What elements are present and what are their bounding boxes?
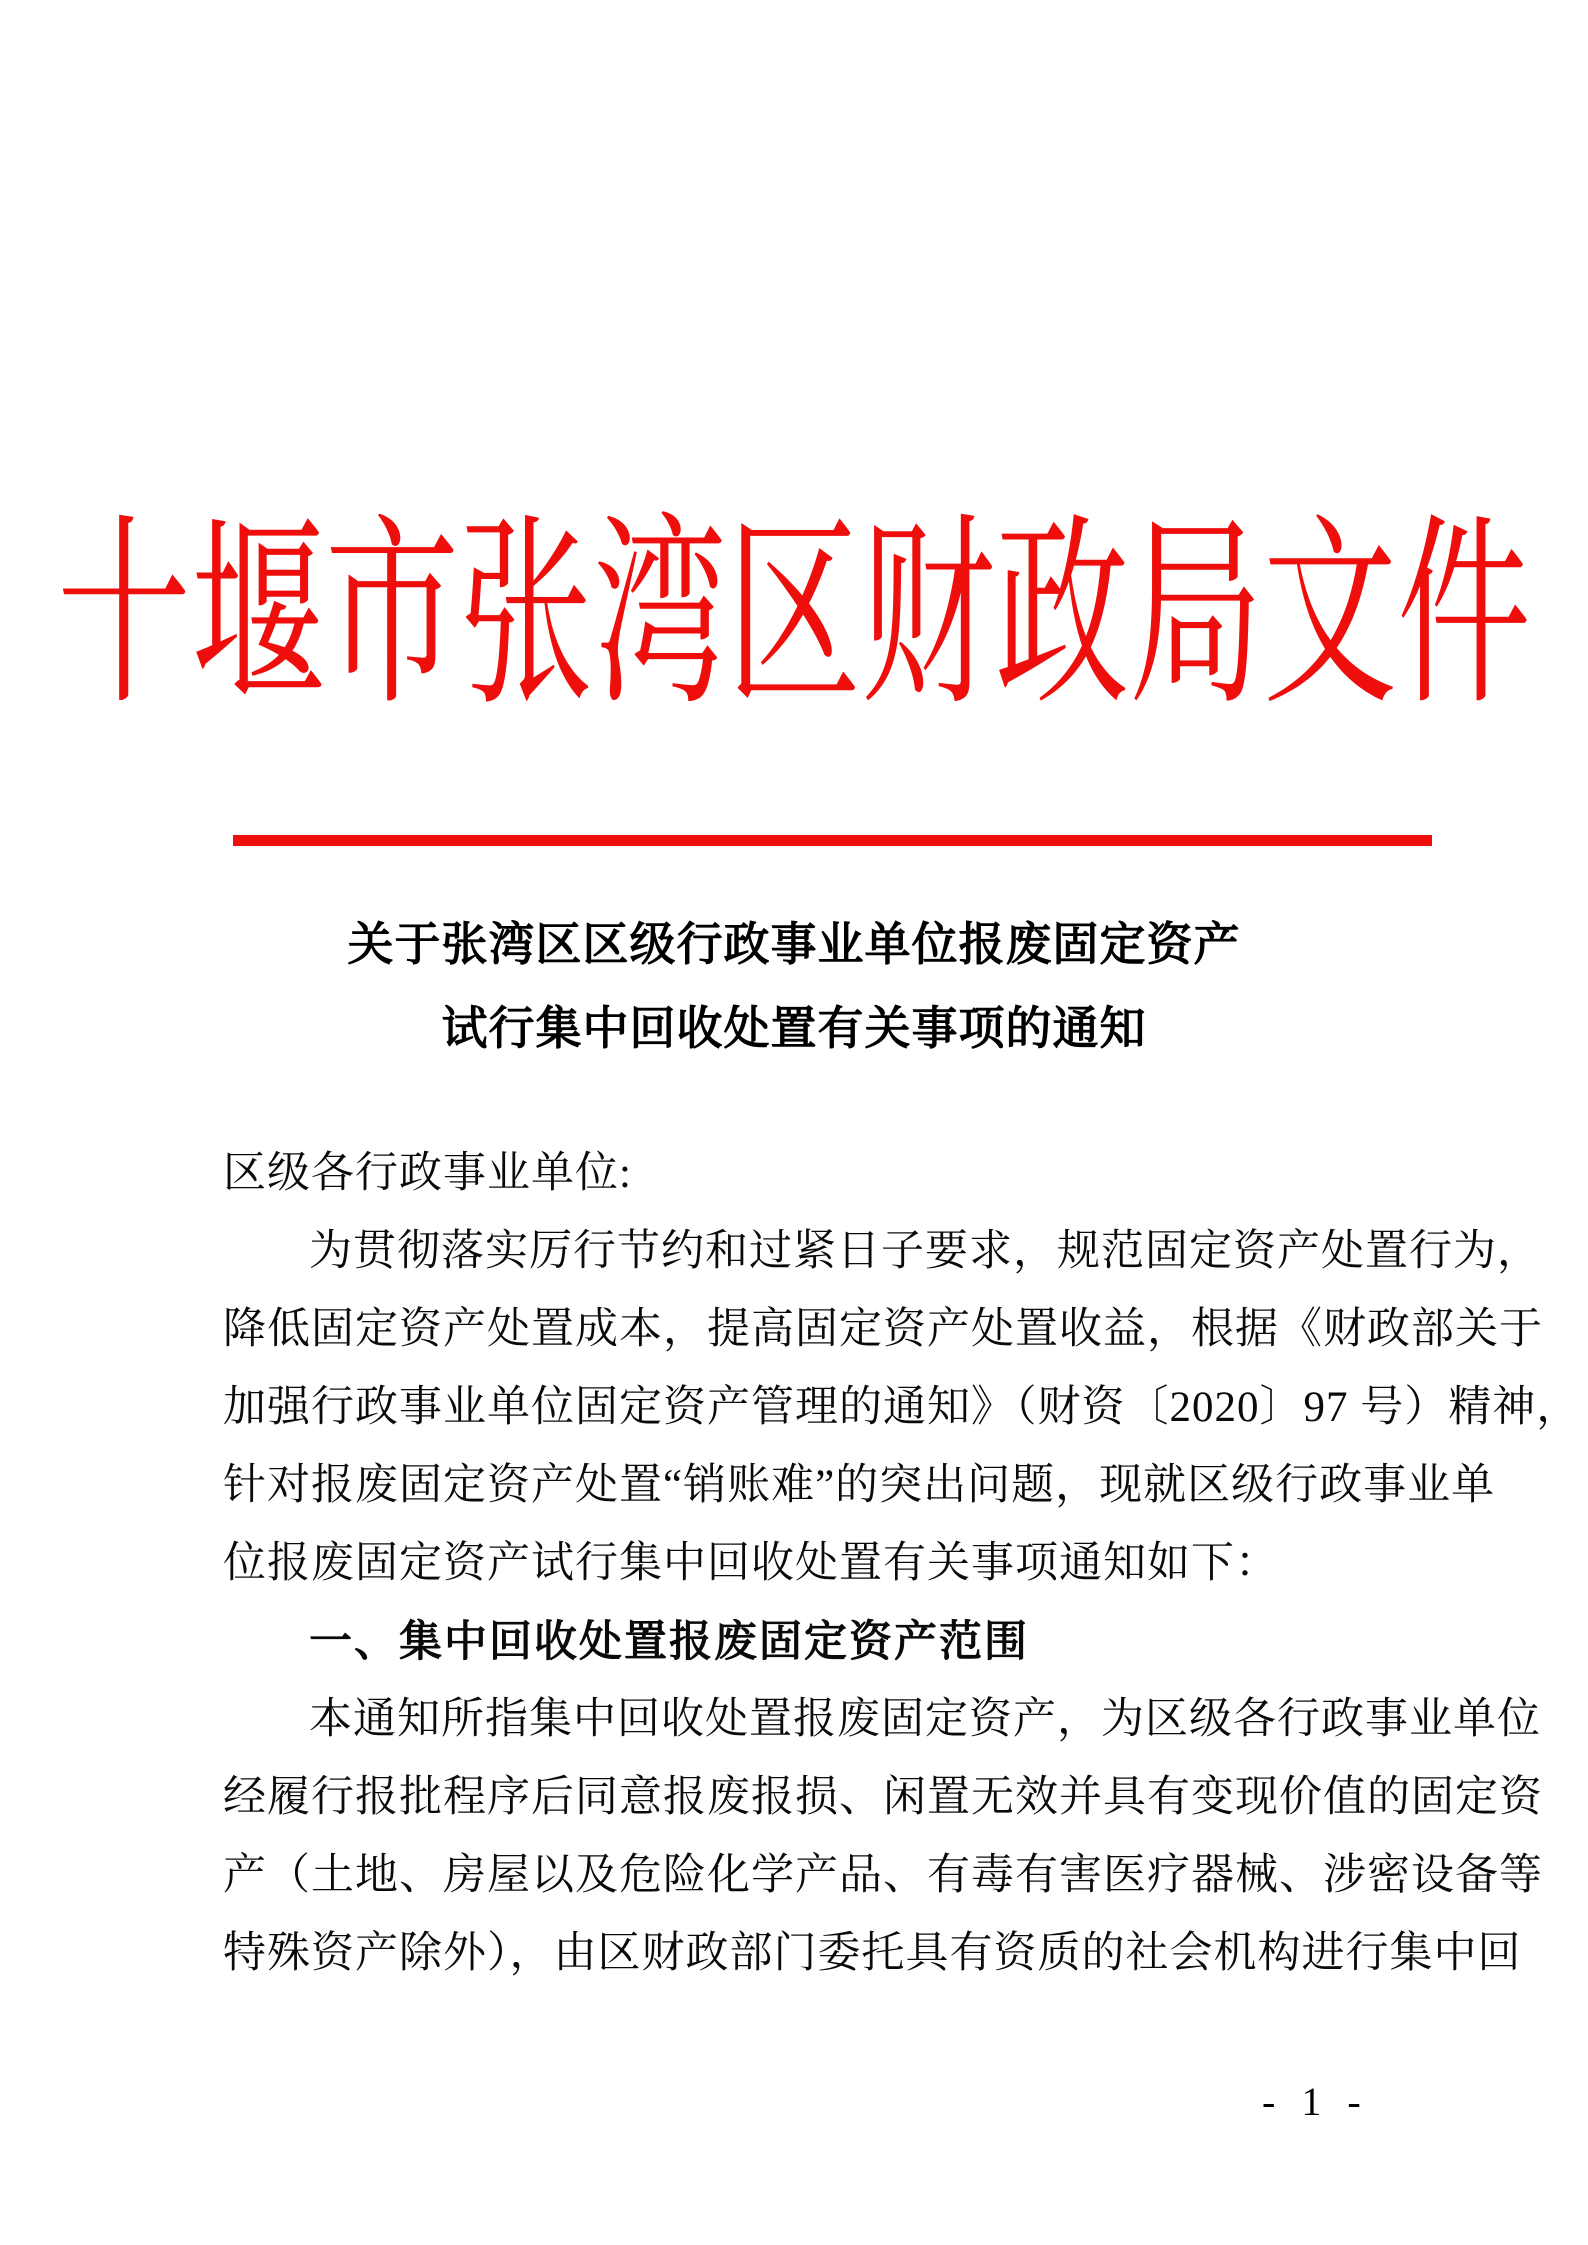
document-title-line2: 试行集中回收处置有关事项的通知 bbox=[441, 1003, 1147, 1054]
document-title-line1: 关于张湾区区级行政事业单位报废固定资产 bbox=[347, 919, 1241, 970]
salutation-line: 区级各行政事业单位: bbox=[223, 1150, 632, 1197]
paragraph1-line5: 位报废固定资产试行集中回收处置有关事项通知如下： bbox=[223, 1540, 1279, 1587]
document-body bbox=[223, 1135, 1581, 1993]
paragraph2-line3: 产（土地、房屋以及危险化学产品、有毒有害医疗器械、涉密设备等 bbox=[223, 1852, 1543, 1899]
page-number: - 1 - bbox=[1262, 2079, 1369, 2124]
paragraph1-line1: 为贯彻落实厉行节约和过紧日子要求，规范固定资产处置行为， bbox=[309, 1228, 1541, 1275]
paragraph2-line4: 特殊资产除外），由区财政部门委托具有资质的社会机构进行集中回 bbox=[223, 1930, 1522, 1977]
red-divider-rule bbox=[233, 835, 1432, 846]
paragraph2-line1: 本通知所指集中回收处置报废固定资产，为区级各行政事业单位 bbox=[309, 1696, 1541, 1743]
paragraph1-line3: 加强行政事业单位固定资产管理的通知》（财资〔2020〕97 号）精神， bbox=[223, 1384, 1581, 1431]
paragraph1-line4: 针对报废固定资产处置“销账难”的突出问题，现就区级行政事业单 bbox=[223, 1462, 1496, 1509]
paragraph2-line2: 经履行报批程序后同意报废报损、闲置无效并具有变现价值的固定资 bbox=[223, 1774, 1543, 1821]
paragraph1-line2: 降低固定资产处置成本，提高固定资产处置收益，根据《财政部关于 bbox=[223, 1306, 1543, 1353]
section1-heading: 一、集中回收处置报废固定资产范围 bbox=[309, 1618, 1029, 1666]
masthead-title: 十堰市张湾区财政局文件 bbox=[56, 503, 1531, 729]
document-title bbox=[0, 903, 1588, 1071]
